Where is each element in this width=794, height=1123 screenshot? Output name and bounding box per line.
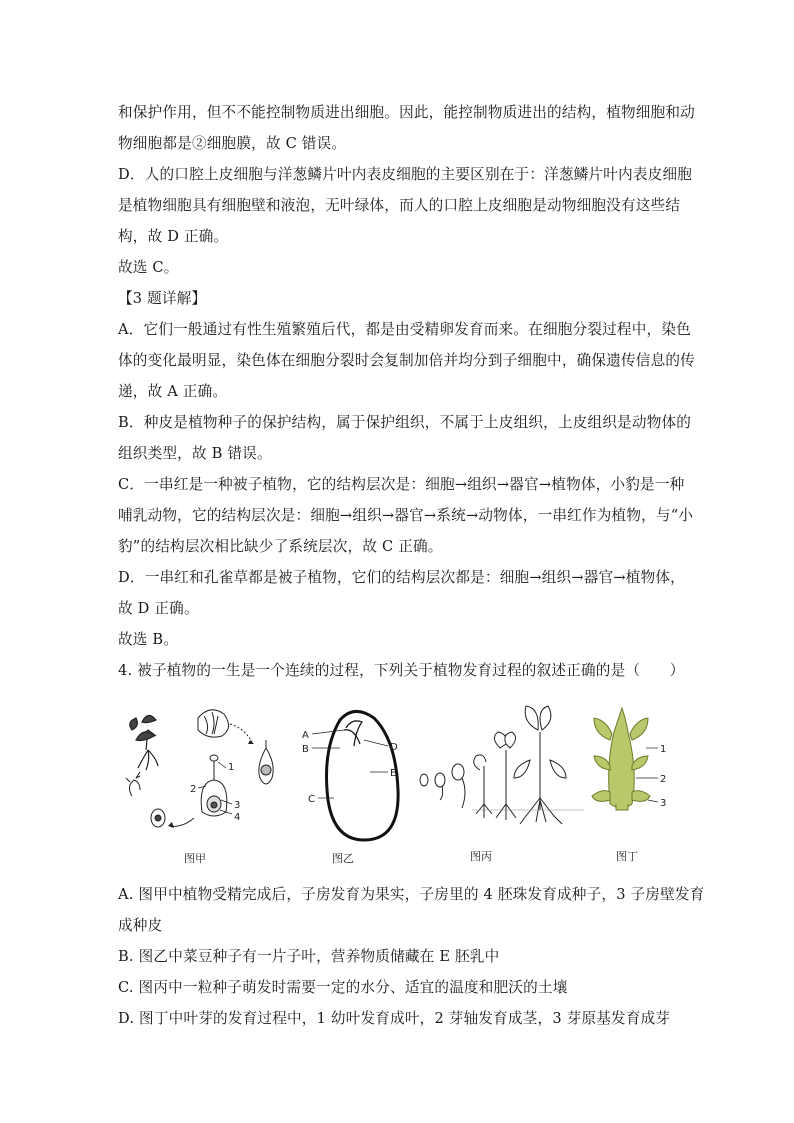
figure-yi-drawing bbox=[300, 700, 420, 850]
option-d: D. 图丁中叶芽的发育过程中，1 幼叶发育成叶，2 芽轴发育成茎，3 芽原基发育成芽 bbox=[118, 1010, 671, 1027]
option-a: A. 图甲中植物受精完成后，子房发育为果实，子房里的 4 胚珠发育成种子，3 子房壁发育 bbox=[118, 886, 705, 903]
jia-label-1: 1 bbox=[228, 762, 235, 773]
ding-label-3: 3 bbox=[660, 798, 667, 809]
figure-bing bbox=[418, 700, 588, 870]
yi-label-D: D bbox=[390, 742, 398, 753]
text-line: A．它们一般通过有性生殖繁殖后代，都是由受精卵发育而来。在细胞分裂过程中，染色 bbox=[118, 321, 691, 338]
figure-yi-caption: 图乙 bbox=[332, 852, 354, 865]
text-line: 递，故 A 正确。 bbox=[118, 383, 228, 400]
section-heading: 【3 题详解】 bbox=[118, 290, 207, 307]
ding-label-2: 2 bbox=[660, 774, 667, 785]
figure-jia-drawing bbox=[118, 700, 288, 850]
text-line: D．人的口腔上皮细胞与洋葱鳞片叶内表皮细胞的主要区别在于：洋葱鳞片叶内表皮细胞 bbox=[118, 166, 693, 183]
yi-label-C: C bbox=[308, 794, 315, 805]
figure-ding-caption: 图丁 bbox=[616, 850, 638, 863]
text-line: 和保护作用，但不不能控制物质进出细胞。因此，能控制物质进出的结构，植物细胞和动 bbox=[118, 104, 695, 121]
figure-ding bbox=[590, 700, 678, 870]
text-line: D．一串红和孔雀草都是被子植物，它们的结构层次都是：细胞→组织→器官→植物体， bbox=[118, 569, 685, 586]
text-line: C．一串红是一种被子植物，它的结构层次是：细胞→组织→器官→植物体，小豹是一种 bbox=[118, 476, 685, 493]
text-line: 故选 B。 bbox=[118, 631, 179, 648]
text-line: 构，故 D 正确。 bbox=[118, 228, 229, 245]
question-stem: 4. 被子植物的一生是一个连续的过程，下列关于植物发育过程的叙述正确的是（ ） bbox=[118, 662, 685, 679]
jia-label-2: 2 bbox=[190, 784, 197, 795]
figure-jia-caption: 图甲 bbox=[184, 852, 206, 865]
figure-row bbox=[118, 700, 678, 870]
figure-bing-caption: 图丙 bbox=[470, 850, 492, 863]
text-line: 是植物细胞具有细胞壁和液泡，无叶绿体，而人的口腔上皮细胞是动物细胞没有这些结 bbox=[118, 197, 681, 214]
option-c: C. 图丙中一粒种子萌发时需要一定的水分、适宜的温度和肥沃的土壤 bbox=[118, 979, 568, 996]
text-line: 物细胞都是②细胞膜，故 C 错误。 bbox=[118, 135, 347, 152]
text-line: 故选 C。 bbox=[118, 259, 179, 276]
text-line: B．种皮是植物种子的保护结构，属于保护组织，不属于上皮组织，上皮组织是动物体的 bbox=[118, 414, 692, 431]
text-line: 豹”的结构层次相比缺少了系统层次，故 C 正确。 bbox=[118, 538, 443, 555]
figure-jia bbox=[118, 700, 288, 870]
ding-label-1: 1 bbox=[660, 744, 667, 755]
yi-label-B: B bbox=[302, 744, 309, 755]
text-line: 哺乳动物，它的结构层次是：细胞→组织→器官→系统→动物体，一串红作为植物，与“小 bbox=[118, 507, 694, 524]
jia-label-4: 4 bbox=[234, 812, 241, 823]
option-a-cont: 成种皮 bbox=[118, 917, 163, 934]
option-b: B. 图乙中菜豆种子有一片子叶，营养物质储藏在 E 胚乳中 bbox=[118, 948, 500, 965]
jia-label-3: 3 bbox=[234, 800, 241, 811]
yi-label-E: E bbox=[390, 768, 397, 779]
text-line: 组织类型，故 B 错误。 bbox=[118, 445, 272, 462]
text-line: 故 D 正确。 bbox=[118, 600, 199, 617]
figure-bing-drawing bbox=[418, 700, 588, 850]
figure-yi bbox=[300, 700, 420, 870]
yi-label-A: A bbox=[302, 730, 309, 741]
text-line: 体的变化最明显，染色体在细胞分裂时会复制加倍并均分到子细胞中，确保遗传信息的传 bbox=[118, 352, 695, 369]
figure-ding-drawing bbox=[590, 700, 678, 850]
